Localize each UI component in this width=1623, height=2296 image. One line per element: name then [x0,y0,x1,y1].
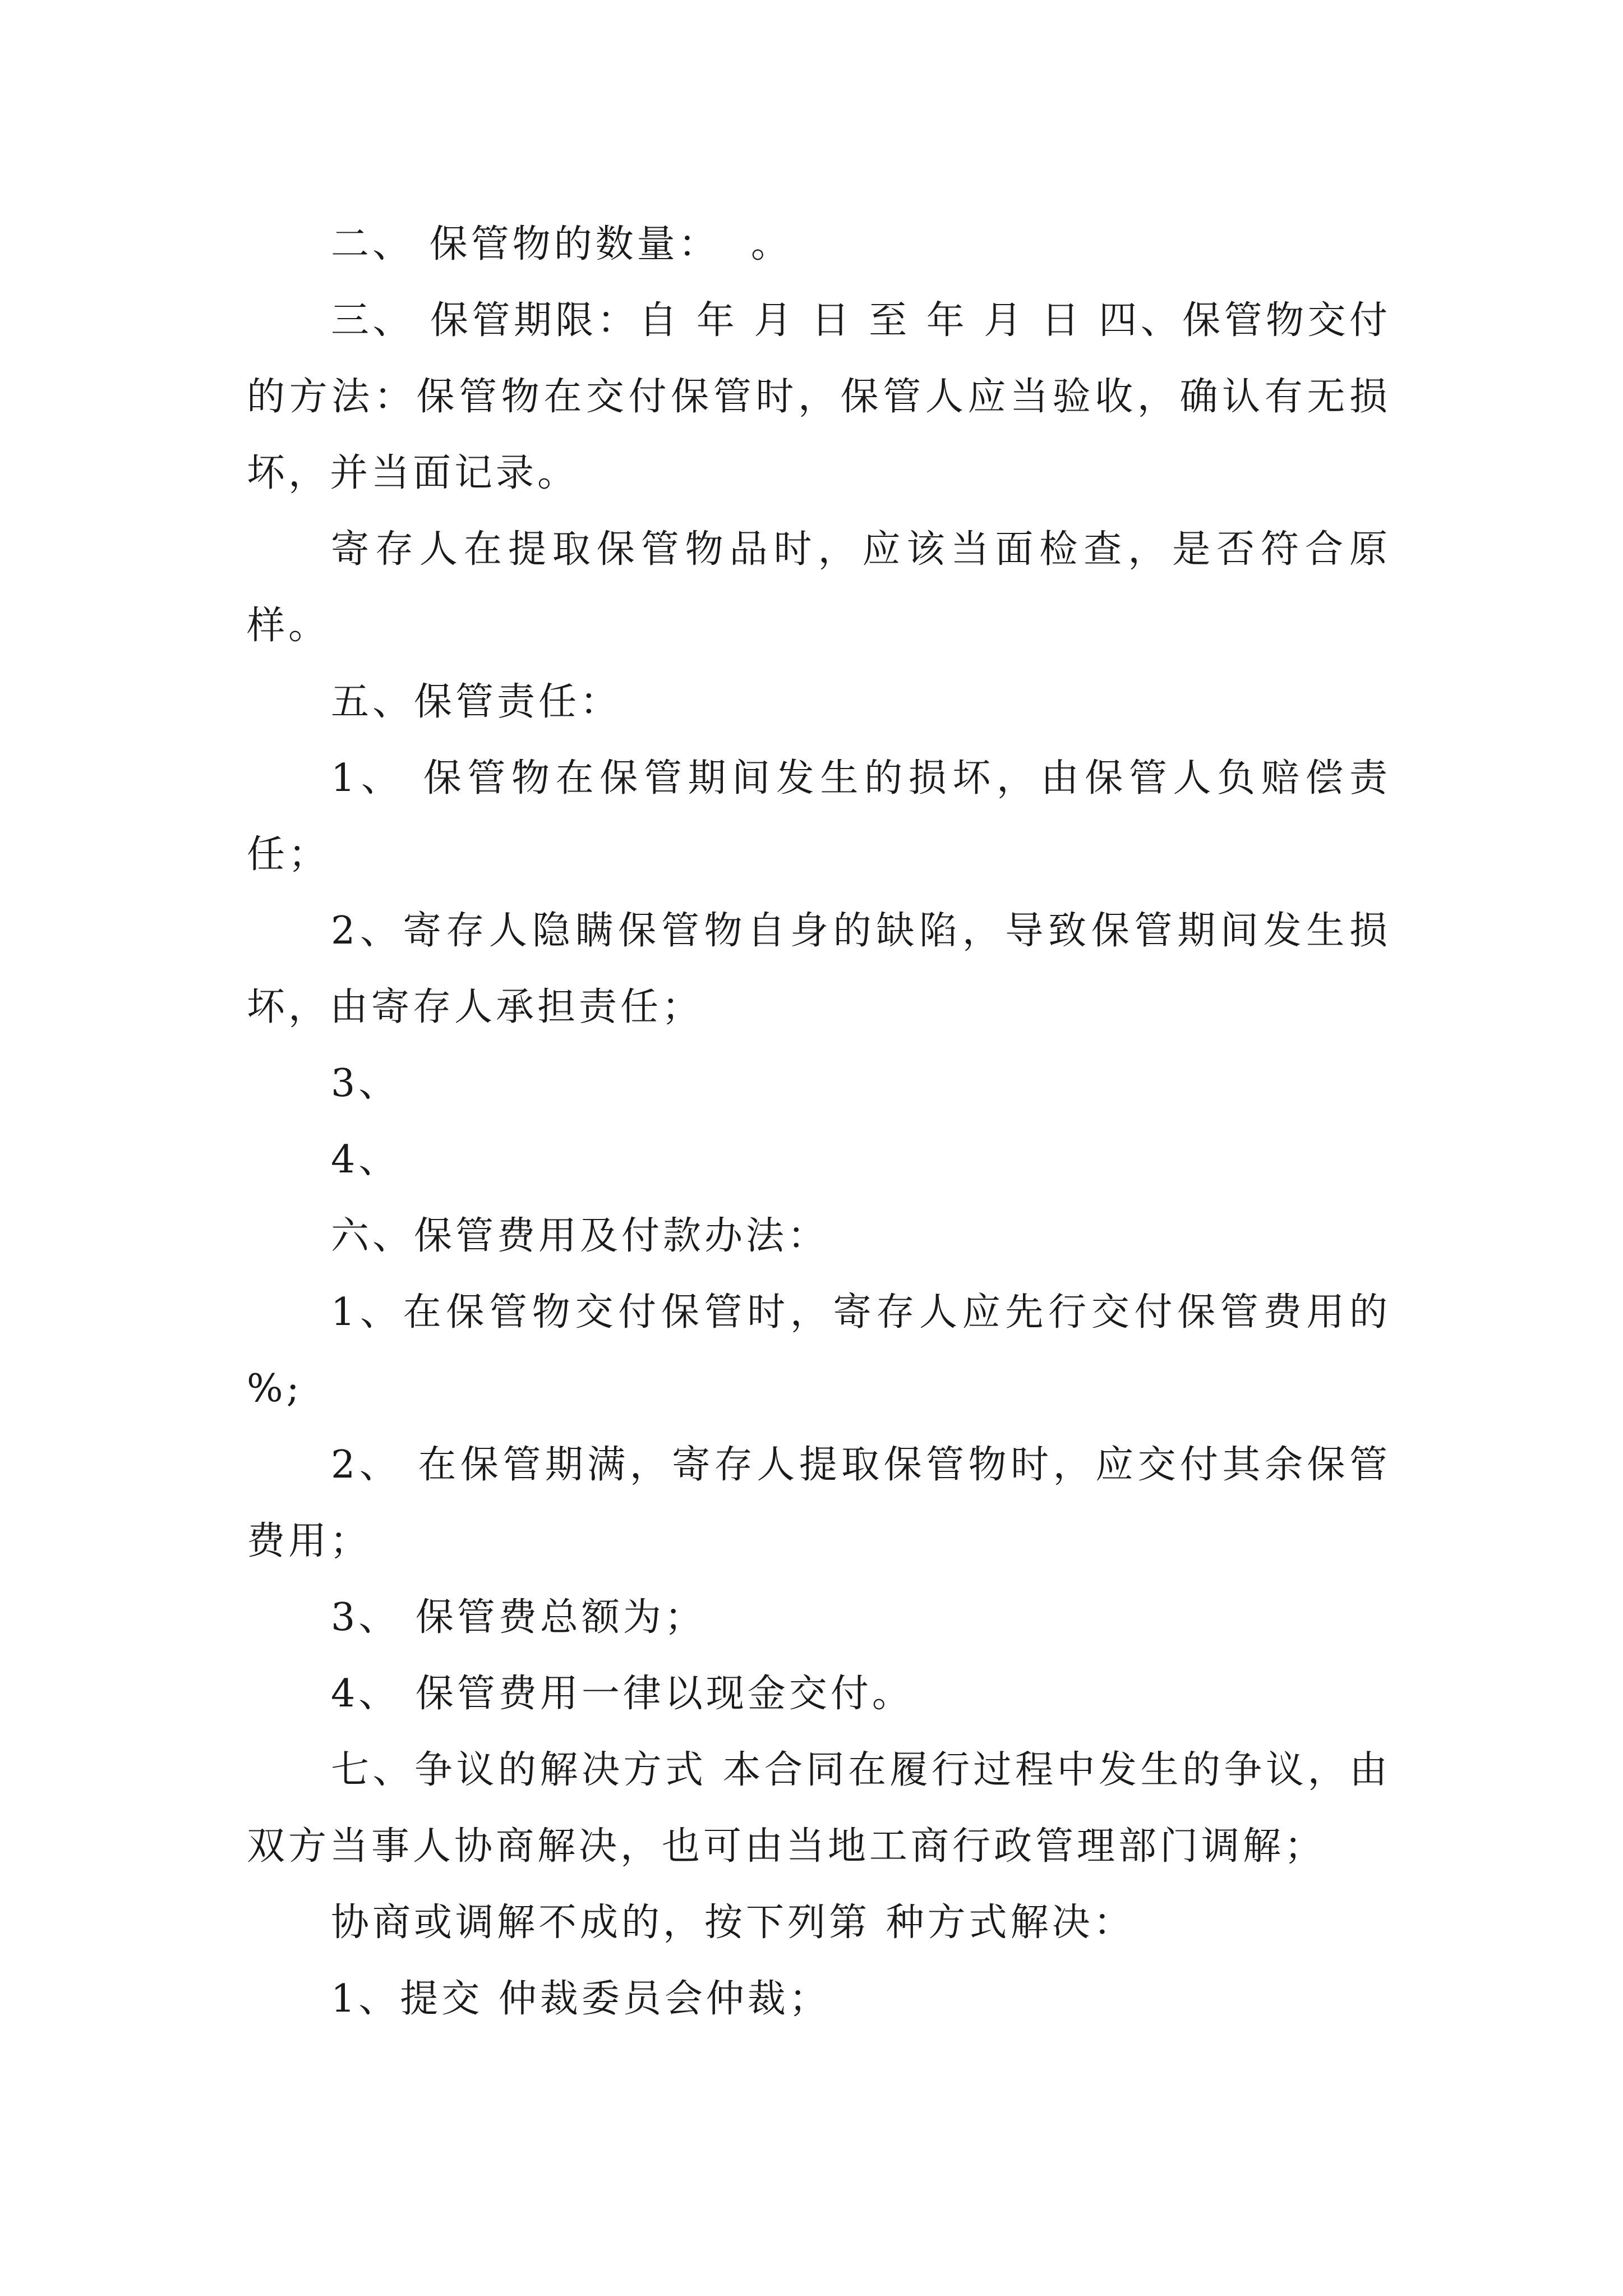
clause-6-item-2: 2、 在保管期满，寄存人提取保管物时，应交付其余保管费用； [247,1443,1391,1563]
clause-6-item-1: 1、在保管物交付保管时，寄存人应先行交付保管费用的 %; [247,1290,1407,1411]
document-body [247,206,1407,2037]
resolution-item-1: 1、提交 仲裁委员会仲裁； [331,1977,831,2021]
clause-3-term-and-4-delivery: 三、 保管期限：自 年 月 日 至 年 月 日 四、保管物交付的方法：保管物在交付保管时，保管人应当验收，确认有无损坏，并当面记录。 [247,298,1391,495]
clause-5-item-3: 3、 [331,1061,400,1106]
clause-2-quantity: 二、 保管物的数量： 。 [331,222,792,266]
clause-6-item-4: 4、 保管费用一律以现金交付。 [331,1672,914,1716]
clause-5-item-2: 2、寄存人隐瞒保管物自身的缺陷，导致保管期间发生损坏，由寄存人承担责任； [247,909,1391,1029]
paragraph-inspection: 寄存人在提取保管物品时，应该当面检查，是否符合原样。 [247,527,1391,648]
paragraph-resolution-method: 协商或调解不成的，按下列第 种方式解决： [331,1901,1135,1945]
clause-6-item-3: 3、 保管费总额为； [331,1595,706,1640]
clause-6-heading: 六、保管费用及付款办法： [331,1214,829,1258]
clause-7-dispute: 七、争议的解决方式 本合同在履行过程中发生的争议，由双方当事人协商解决，也可由当地工商行政管理部门调解； [247,1748,1391,1869]
clause-5-item-1: 1、 保管物在保管期间发生的损坏，由保管人负赔偿责任； [247,756,1391,877]
clause-5-item-4: 4、 [331,1138,400,1182]
clause-5-heading: 五、保管责任： [331,680,622,724]
